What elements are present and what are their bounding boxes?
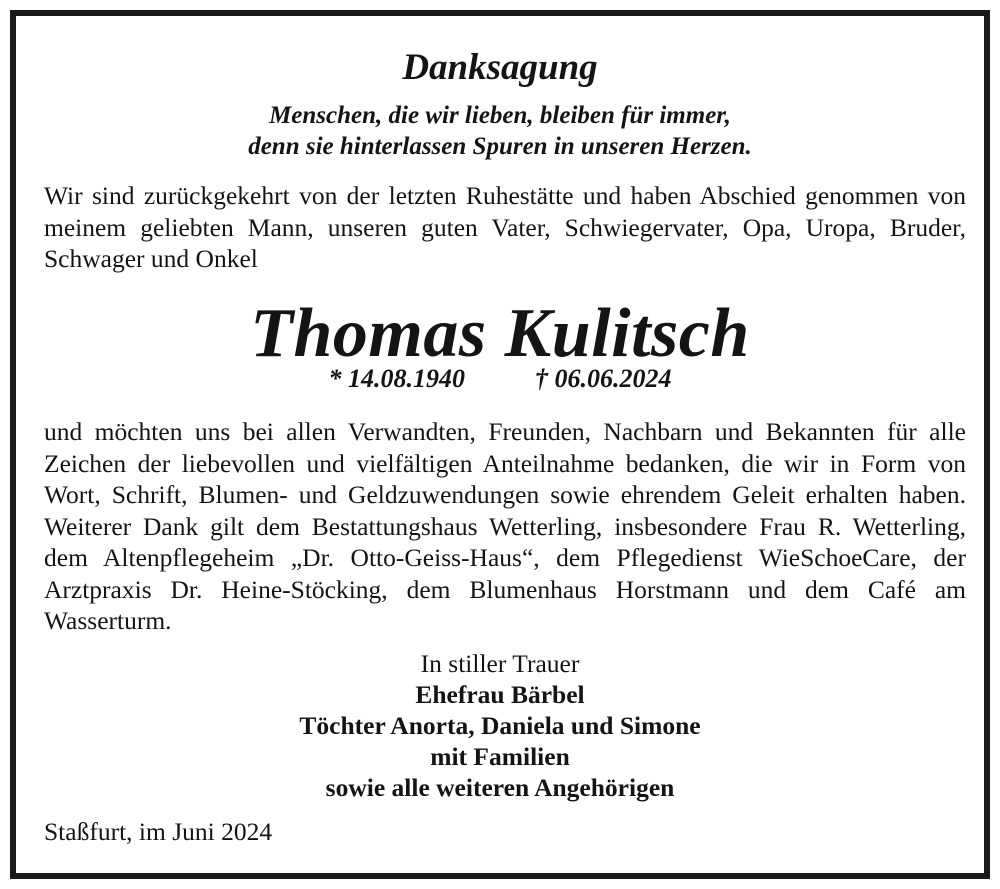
death-date: † 06.06.2024 <box>535 364 672 393</box>
signoff <box>16 648 984 803</box>
motto-line: Menschen, die wir lieben, bleiben für immer, <box>269 102 731 129</box>
signatory: sowie alle weiteren Angehörigen <box>325 773 675 802</box>
mourning-line: In stiller Trauer <box>420 649 580 678</box>
intro-paragraph: Wir sind zurückgekehrt von der letzten Ruhestätte und haben Abschied genommen von meinem geliebten Mann, unseren guten Vater, Schwiegervater, Opa, Uropa, Bruder, Schwager und Onkel <box>44 181 966 273</box>
motto <box>16 100 984 162</box>
signatory: Ehefrau Bärbel <box>415 680 585 709</box>
thanks-paragraph: und möchten uns bei allen Verwandten, Freunden, Nachbarn und Bekannten für alle Zeichen der liebevollen und vielfältigen Anteilnahme bedanken, die wir in Form von Wort, Schrift, Blumen- und Geldzuwendungen sowie ehrendem Geleit erhalten haben. Weiterer Dank gilt dem Bestattungshaus Wetterling, insbesondere Frau R. Wetterling, dem Altenpflegeheim „Dr. Otto-Geiss-Haus“, dem Pflegedienst WieSchoeCare, der Arztpraxis Dr. Heine-Stöcking, dem Blumenhaus Horstmann und dem Café am Wasserturm. <box>44 417 966 635</box>
signatory: Töchter Anorta, Daniela und Simone <box>299 711 701 740</box>
deceased-name: Thomas Kulitsch <box>250 295 750 372</box>
notice-heading: Danksagung <box>402 47 598 88</box>
birth-date: * 14.08.1940 <box>328 364 465 393</box>
life-dates <box>16 362 984 396</box>
motto-line: denn sie hinterlassen Spuren in unseren Herzen. <box>248 133 752 160</box>
obituary-card <box>10 10 990 879</box>
signatory: mit Familien <box>430 742 570 771</box>
place-date: Staßfurt, im Juni 2024 <box>44 817 273 846</box>
